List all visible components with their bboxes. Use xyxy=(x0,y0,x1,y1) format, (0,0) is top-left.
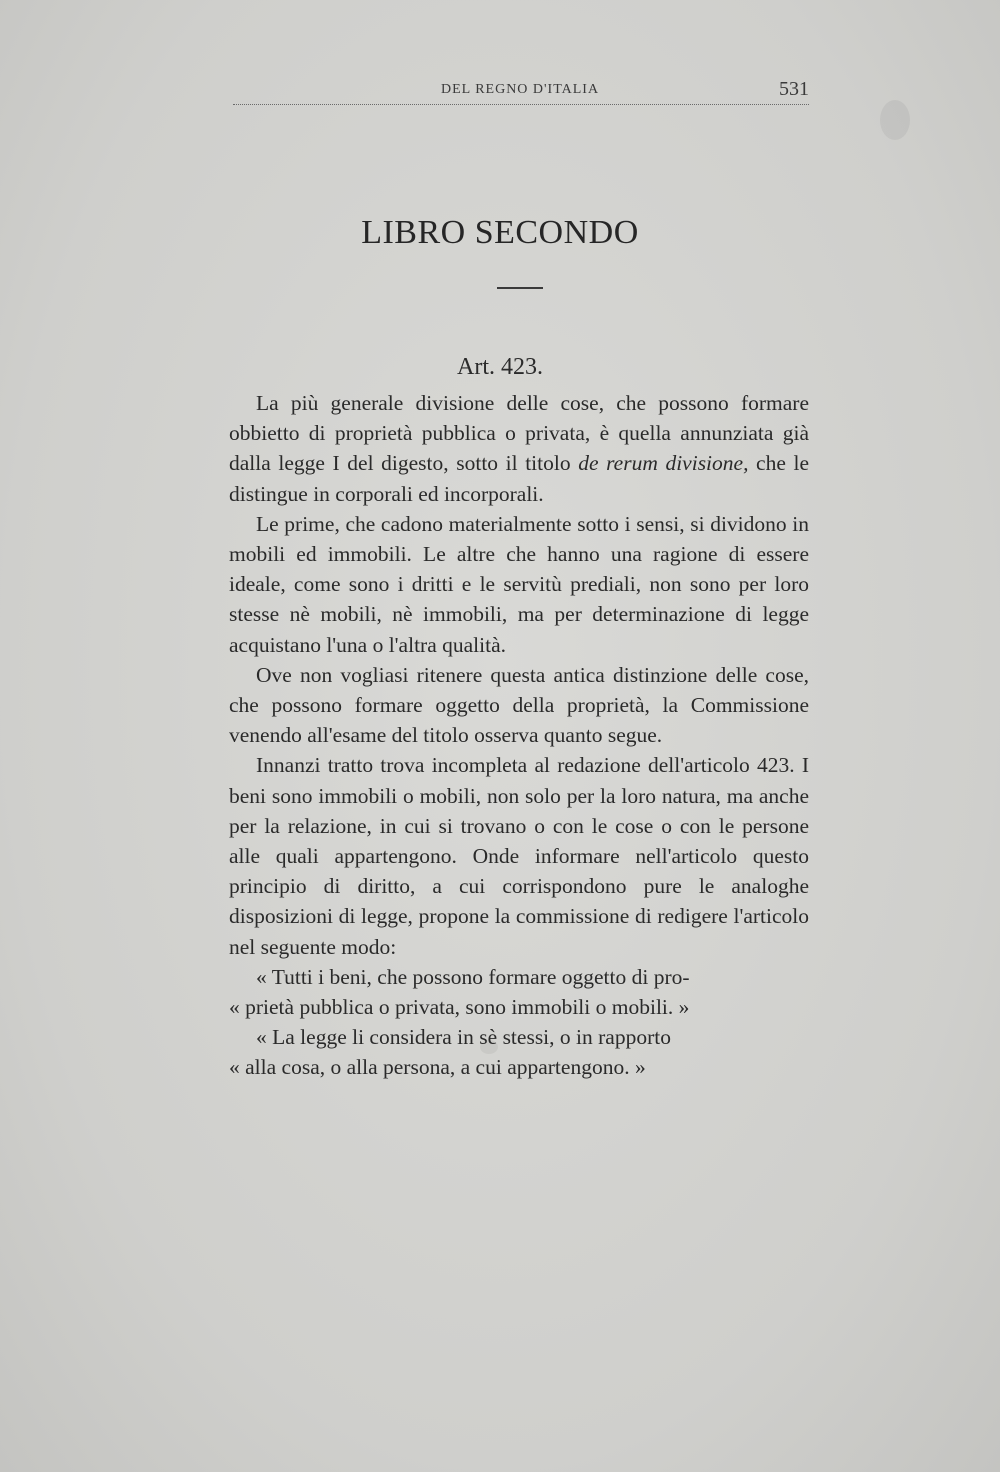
quote-2 xyxy=(229,1022,809,1082)
paper-stain xyxy=(880,100,910,140)
article-heading: Art. 423. xyxy=(457,354,543,380)
running-header xyxy=(233,76,809,105)
page-number: 531 xyxy=(779,78,809,100)
paragraph-4: Innanzi tratto trova incompleta al redazione dell'articolo 423. I beni sono immobili o mobili, non solo per la loro natura, ma anche per la relazione, in cui si trovano o con le cose o con le persone alle quali appartengono. Onde informare nell'articolo questo principio di diritto, a cui corrispondono pure le analoghe disposizioni di legge, propone la commissione di redigere l'articolo nel seguente modo: xyxy=(229,753,809,959)
body-text xyxy=(229,388,809,1083)
paragraph-3: Ove non vogliasi ritenere questa antica distinzione delle cose, che possono formare oggetto della proprietà, la Commissione venendo all'esame del titolo osserva quanto segue. xyxy=(229,662,809,748)
quote-1-line-1: « Tutti i beni, che possono formare oggetto di pro- xyxy=(256,964,690,989)
quote-2-line-2: « alla cosa, o alla persona, a cui appartengono. » xyxy=(229,1055,646,1080)
paragraph-2: Le prime, che cadono materialmente sotto i sensi, si dividono in mobili ed immobili. Le altre che hanno una ragione di essere ideale, come sono i dritti e le servitù prediali, non sono per loro stesse nè mobili, nè immobili, ma per determinazione di legge acquistano l'una o l'altra qualità. xyxy=(229,511,809,657)
quote-1 xyxy=(229,962,809,1022)
paragraph-1: La più generale divisione delle cose, che possono formare obbietto di proprietà pubblica o privata, è quella annunziata già dalla legge I del digesto, sotto il titolo de rerum divisione, che le distingue in corporali ed incorporali. xyxy=(229,391,810,506)
title-rule xyxy=(497,287,543,289)
latin-title: de rerum divisione, xyxy=(578,451,749,476)
quote-2-line-1: « La legge li considera in sè stessi, o in rapporto xyxy=(256,1025,671,1050)
running-title: DEL REGNO D'ITALIA xyxy=(441,82,600,97)
quote-1-line-2: « prietà pubblica o privata, sono immobili o mobili. » xyxy=(229,995,690,1020)
book-title: LIBRO SECONDO xyxy=(361,214,639,251)
